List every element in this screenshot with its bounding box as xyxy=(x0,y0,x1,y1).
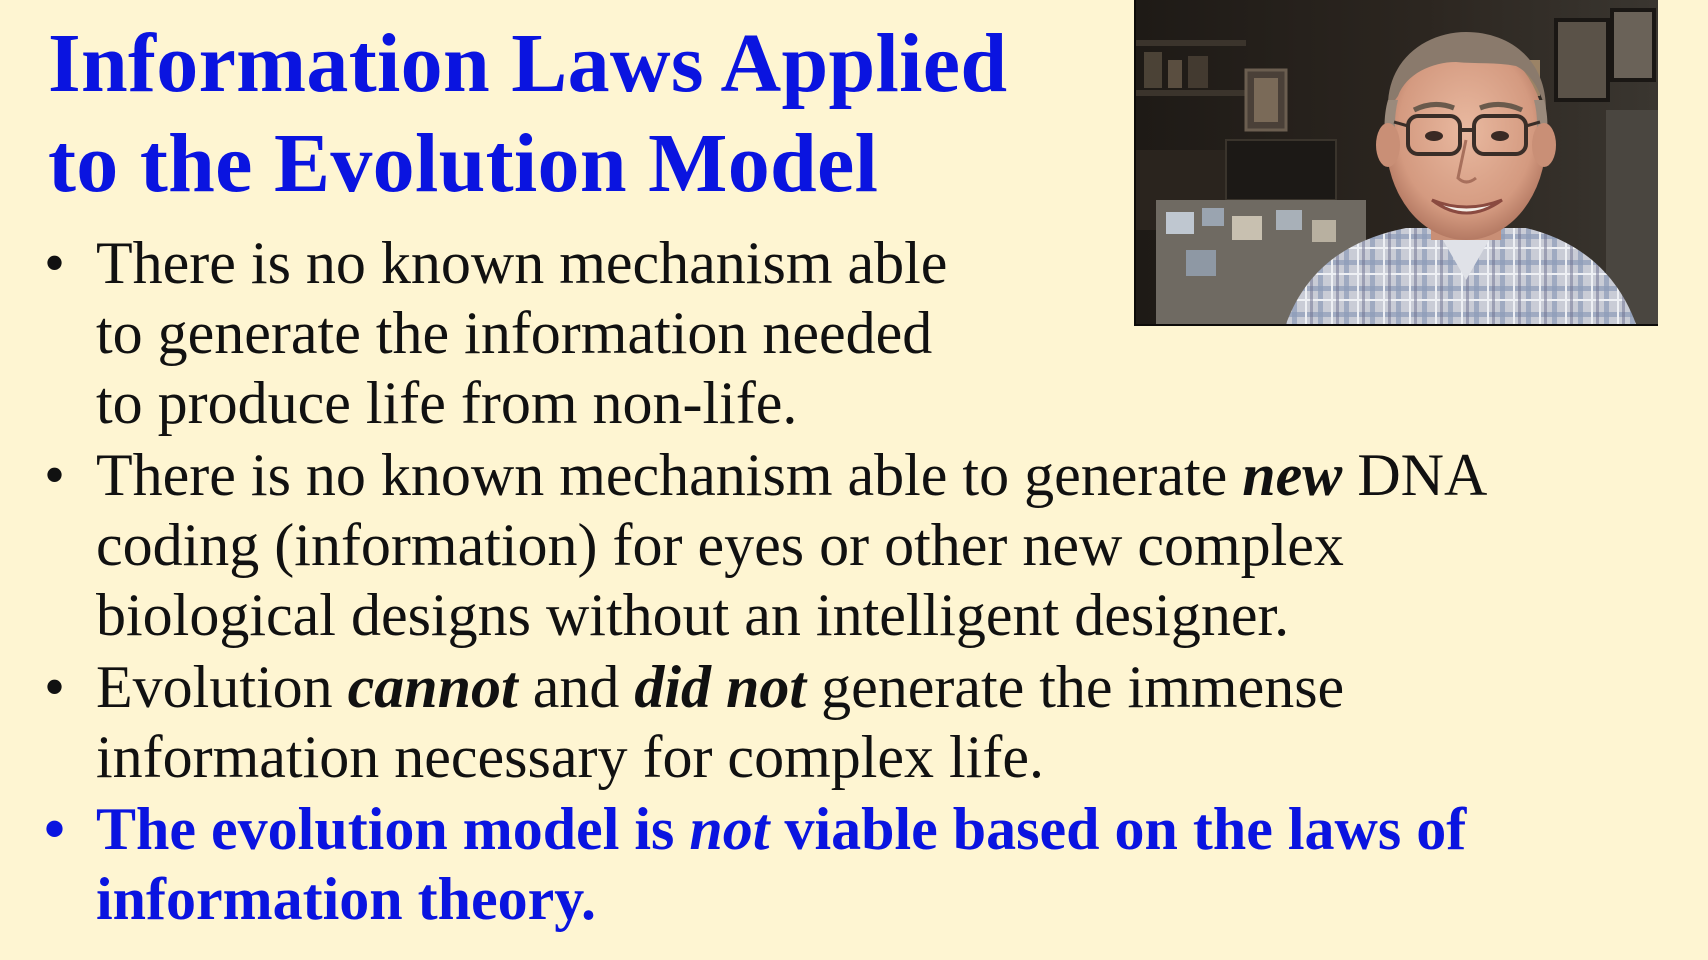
slide-title-line-2: to the Evolution Model xyxy=(48,117,879,210)
emphasis-cannot: cannot xyxy=(347,654,518,720)
bullet-2-line-1 xyxy=(96,440,1682,510)
bullet-2 xyxy=(42,440,1682,650)
bullet-1-line-3: to produce life from non-life. xyxy=(96,370,798,436)
bullet-4-conclusion xyxy=(42,794,1682,934)
emphasis-new: new xyxy=(1242,442,1343,508)
bullet-4-line-2: information theory. xyxy=(96,866,596,932)
bullet-3-text-b: and xyxy=(517,654,635,720)
emphasis-did-not: did not xyxy=(634,654,807,720)
bullet-3-line-2: information necessary for complex life. xyxy=(96,724,1044,790)
presenter-webcam xyxy=(1134,0,1658,326)
bullet-3-line-1 xyxy=(96,652,1682,722)
bullet-dot: • xyxy=(44,442,66,508)
bullet-4-text-a: The evolution model is xyxy=(96,796,690,862)
bullet-dot: • xyxy=(44,654,66,720)
bullet-3 xyxy=(42,652,1682,792)
bullet-2-line-3: biological designs without an intelligent designer. xyxy=(96,582,1290,648)
bullet-3-text-a: Evolution xyxy=(96,654,348,720)
slide-title-line-1: Information Laws Applied xyxy=(48,17,1008,110)
emphasis-not: not xyxy=(689,796,770,862)
bullet-2-line-2: coding (information) for eyes or other new complex xyxy=(96,512,1344,578)
bullet-4-line-1 xyxy=(96,794,1682,864)
bullet-dot: • xyxy=(44,230,66,296)
bullet-1-line-1: There is no known mechanism able xyxy=(96,230,948,296)
presenter-video-icon xyxy=(1136,0,1658,324)
bullet-dot: • xyxy=(44,796,66,862)
bullet-3-text-c: generate the immense xyxy=(806,654,1345,720)
bullet-2-text-b: DNA xyxy=(1342,442,1488,508)
bullet-list xyxy=(42,228,1682,934)
bullet-1-line-2: to generate the information needed xyxy=(96,300,933,366)
slide-title xyxy=(48,14,1078,214)
bullet-2-text-a: There is no known mechanism able to generate xyxy=(96,442,1243,508)
bullet-4-text-b: viable based on the laws of xyxy=(769,796,1467,862)
